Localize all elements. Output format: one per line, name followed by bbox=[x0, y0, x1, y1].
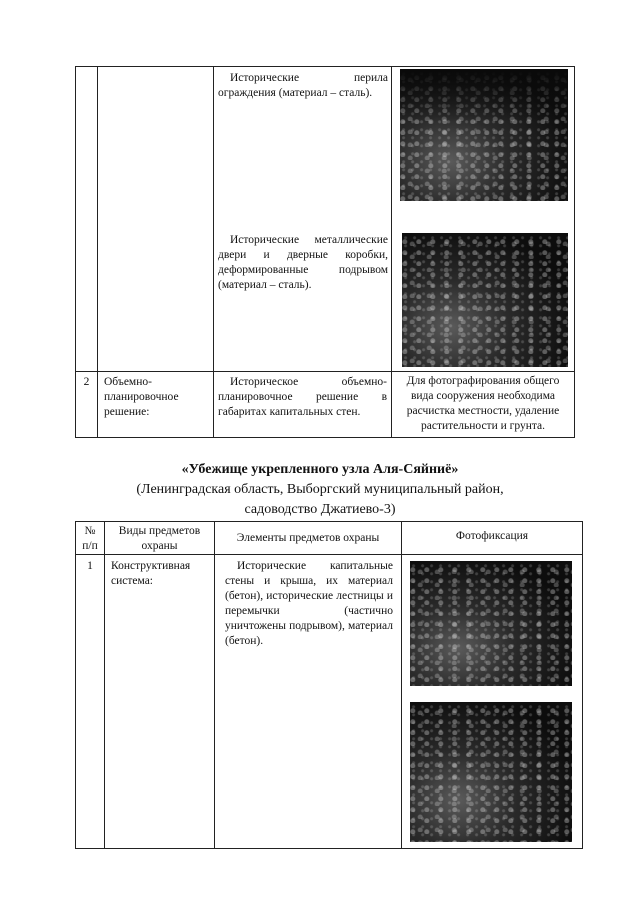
protection-table-continued bbox=[75, 66, 575, 438]
element-layout: Историческое объемно-планировочное решение в габаритах капитальных стен. bbox=[218, 376, 387, 418]
header-kind: Виды предметов охраны bbox=[105, 522, 215, 555]
photo-cell bbox=[392, 372, 575, 438]
row-number: 2 bbox=[83, 376, 90, 388]
structure-photo-1 bbox=[410, 561, 572, 686]
structure-photo-2 bbox=[410, 702, 572, 842]
row-number-cell bbox=[76, 67, 98, 372]
header-elements: Элементы предметов охраны bbox=[215, 522, 402, 555]
header-num: № п/п bbox=[76, 522, 105, 555]
row-number-cell bbox=[76, 372, 98, 438]
protection-kind-cell bbox=[98, 372, 214, 438]
row-number-cell bbox=[76, 555, 105, 849]
elements-cell bbox=[215, 555, 402, 849]
table-row bbox=[76, 555, 583, 849]
object-location: (Ленинградская область, Выборгский муниципальный район, садоводство Джатиево-3) bbox=[136, 482, 504, 517]
element-railings: Исторические перила ограждения (материал – сталь). bbox=[218, 72, 388, 99]
element-doors: Исторические металлические двери и дверные коробки, деформированные подрывом (материал – сталь). bbox=[218, 234, 388, 291]
photo-cell bbox=[392, 67, 575, 372]
protection-kind: Объемно-планировочное решение: bbox=[104, 376, 179, 418]
table-row bbox=[76, 67, 575, 372]
elements-cell bbox=[214, 372, 392, 438]
table-header-row bbox=[76, 522, 583, 555]
header-photo: Фотофиксация bbox=[402, 522, 583, 555]
railings-photo bbox=[400, 69, 568, 201]
photo-note: Для фотографирования общего вида сооружения необходима расчистка местности, удаление растительности и грунта. bbox=[406, 375, 560, 432]
protection-kind-cell bbox=[105, 555, 215, 849]
protection-kind: Конструктивная система: bbox=[111, 560, 191, 587]
protection-kind-cell bbox=[98, 67, 214, 372]
photo-cell bbox=[402, 555, 583, 849]
protection-table bbox=[75, 521, 583, 849]
element-structure: Исторические капитальные стены и крыша, их материал (бетон), исторические лестницы и перемычки (частично уничтожены подрывом), материал (бетон). bbox=[225, 560, 393, 647]
row-number: 1 bbox=[87, 560, 93, 572]
object-title: «Убежище укрепленного узла Аля-Сяйниё» bbox=[181, 462, 459, 477]
table-row bbox=[76, 372, 575, 438]
doors-photo bbox=[402, 233, 568, 367]
elements-cell bbox=[214, 67, 392, 372]
